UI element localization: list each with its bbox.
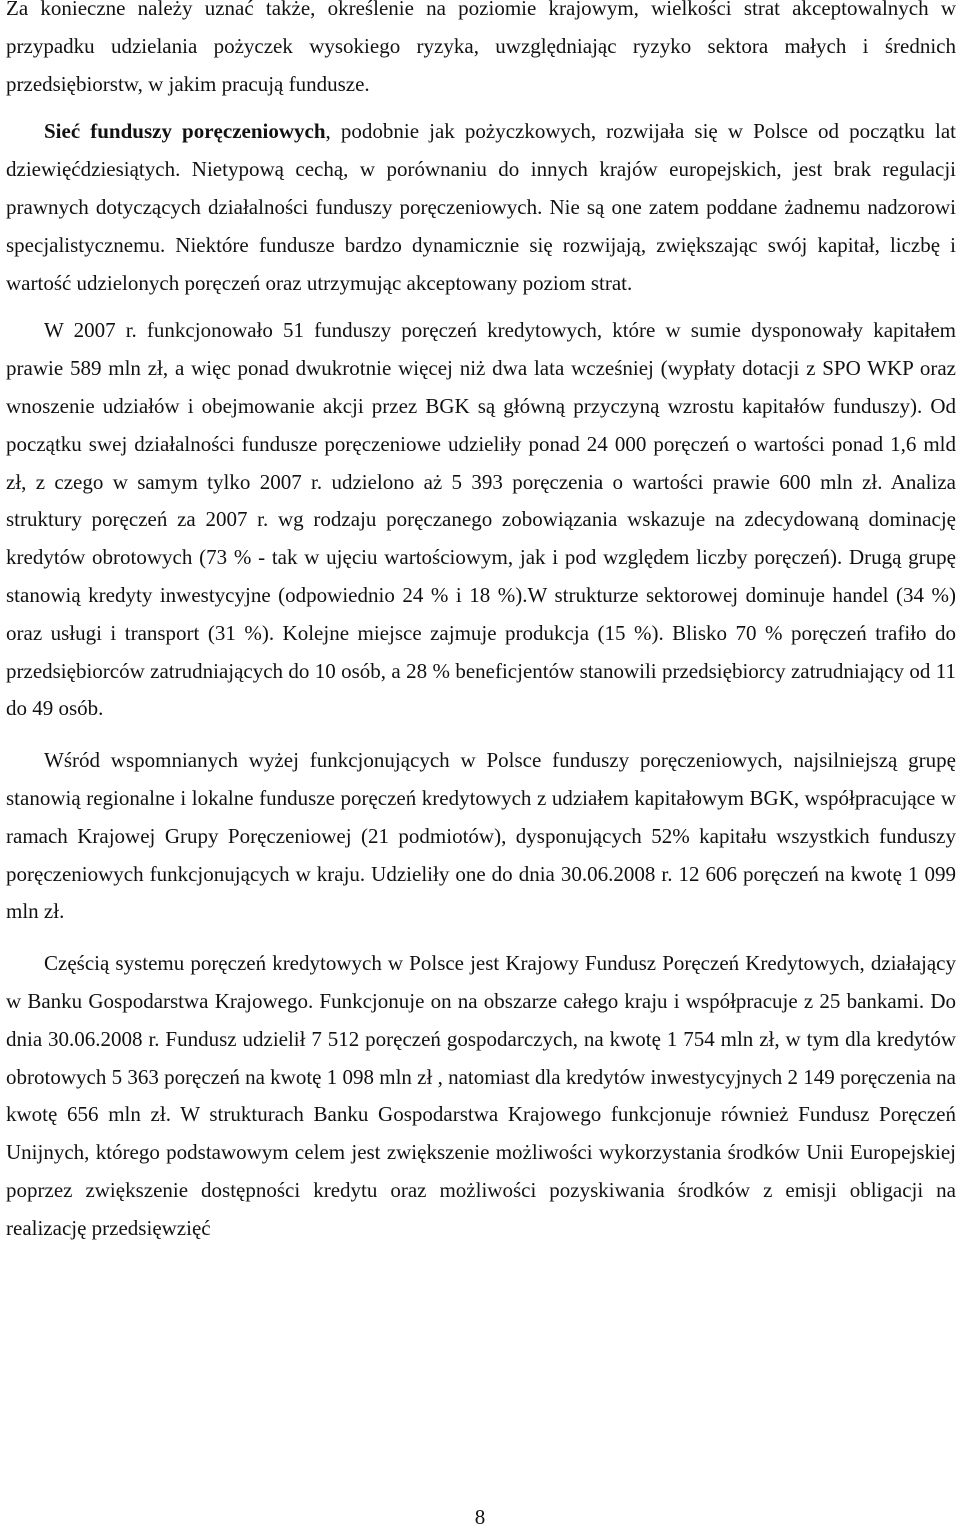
paragraph-guarantee-network-text: , podobnie jak pożyczkowych, rozwijała się w Polsce od początku lat dziewięćdziesiątych. Nietypową cechą, w porównaniu do innych krajów europejskich, jest brak regulacji prawnych dotyczących działalności funduszy poręczeniowych. Nie są one zatem poddane żadnemu nadzorowi specjalistycznemu. Niektóre fundusze bardzo dynamicznie się rozwijają, zwiększając swój kapitał, liczbę i wartość udzielonych poręczeń oraz utrzymując akceptowany poziom strat. [6, 119, 956, 295]
paragraph-national-fund: Częścią systemu poręczeń kredytowych w Polsce jest Krajowy Fundusz Poręczeń Kredytowych, działający w Banku Gospodarstwa Krajowego. Funkcjonuje on na obszarze całego kraju i współpracuje z 25 bankami. Do dnia 30.06.2008 r. Fundusz udzielił 7 512 poręczeń gospodarczych, na kwotę 1 754 mln zł, w tym dla kredytów obrotowych 5 363 poręczeń na kwotę 1 098 mln zł , natomiast dla kredytów inwestycyjnych 2 149 poręczenia na kwotę 656 mln zł. W strukturach Banku Gospodarstwa Krajowego funkcjonuje również Fundusz Poręczeń Unijnych, którego podstawowym celem jest zwiększenie możliwości wykorzystania środków Unii Europejskiej poprzez zwiększenie dostępności kredytu oraz możliwości pozyskiwania środków z emisji obligacji na realizację przedsięwzięć [6, 951, 956, 1240]
bold-phrase-guarantee-funds: Sieć funduszy poręczeniowych [44, 119, 326, 144]
page-number: 8 [474, 1505, 486, 1529]
paragraph-guarantee-network [6, 113, 956, 302]
paragraph-regional-funds: Wśród wspomnianych wyżej funkcjonujących w Polsce funduszy poręczeniowych, najsilniejszą grupę stanowią regionalne i lokalne fundusze poręczeń kredytowych z udziałem kapitałowym BGK, współpracujące w ramach Krajowej Grupy Poręczeniowej (21 podmiotów), dysponujących 52% kapitału wszystkich funduszy poręczeniowych funkcjonujących w kraju. Udzieliły one do dnia 30.06.2008 r. 12 606 poręczeń na kwotę 1 099 mln zł. [6, 748, 956, 924]
paragraph-2007-statistics: W 2007 r. funkcjonowało 51 funduszy poręczeń kredytowych, które w sumie dysponowały kapitałem prawie 589 mln zł, a więc ponad dwukrotnie więcej niż dwa lata wcześniej (wypłaty dotacji z SPO WKP oraz wnoszenie udziałów i obejmowanie akcji przez BGK są główną przyczyną wzrostu kapitałów funduszy). Od początku swej działalności fundusze poręczeniowe udzieliły ponad 24 000 poręczeń o wartości ponad 1,6 mld zł, z czego w samym tylko 2007 r. udzielono aż 5 393 poręczenia o wartości prawie 600 mln zł. Analiza struktury poręczeń za 2007 r. wg rodzaju poręczanego zobowiązania wskazuje na zdecydowaną dominację kredytów obrotowych (73 % - tak w ujęciu wartościowym, jak i pod względem liczby poręczeń). Drugą grupę stanowią kredyty inwestycyjne (odpowiednio 24 % i 18 %).W strukturze sektorowej dominuje handel (34 %) oraz usługi i transport (31 %). Kolejne miejsce zajmuje produkcja (15 %). Blisko 70 % poręczeń trafiło do przedsiębiorców zatrudniających do 10 osób, a 28 % beneficjentów stanowili przedsiębiorcy zatrudniający od 11 do 49 osób. [6, 318, 956, 721]
document-page [6, 0, 956, 1248]
paragraph-acceptable-losses: Za konieczne należy uznać także, określenie na poziomie krajowym, wielkości strat akceptowalnych w przypadku udzielania pożyczek wysokiego ryzyka, uwzględniając ryzyko sektora małych i średnich przedsiębiorstw, w jakim pracują fundusze. [6, 0, 956, 96]
